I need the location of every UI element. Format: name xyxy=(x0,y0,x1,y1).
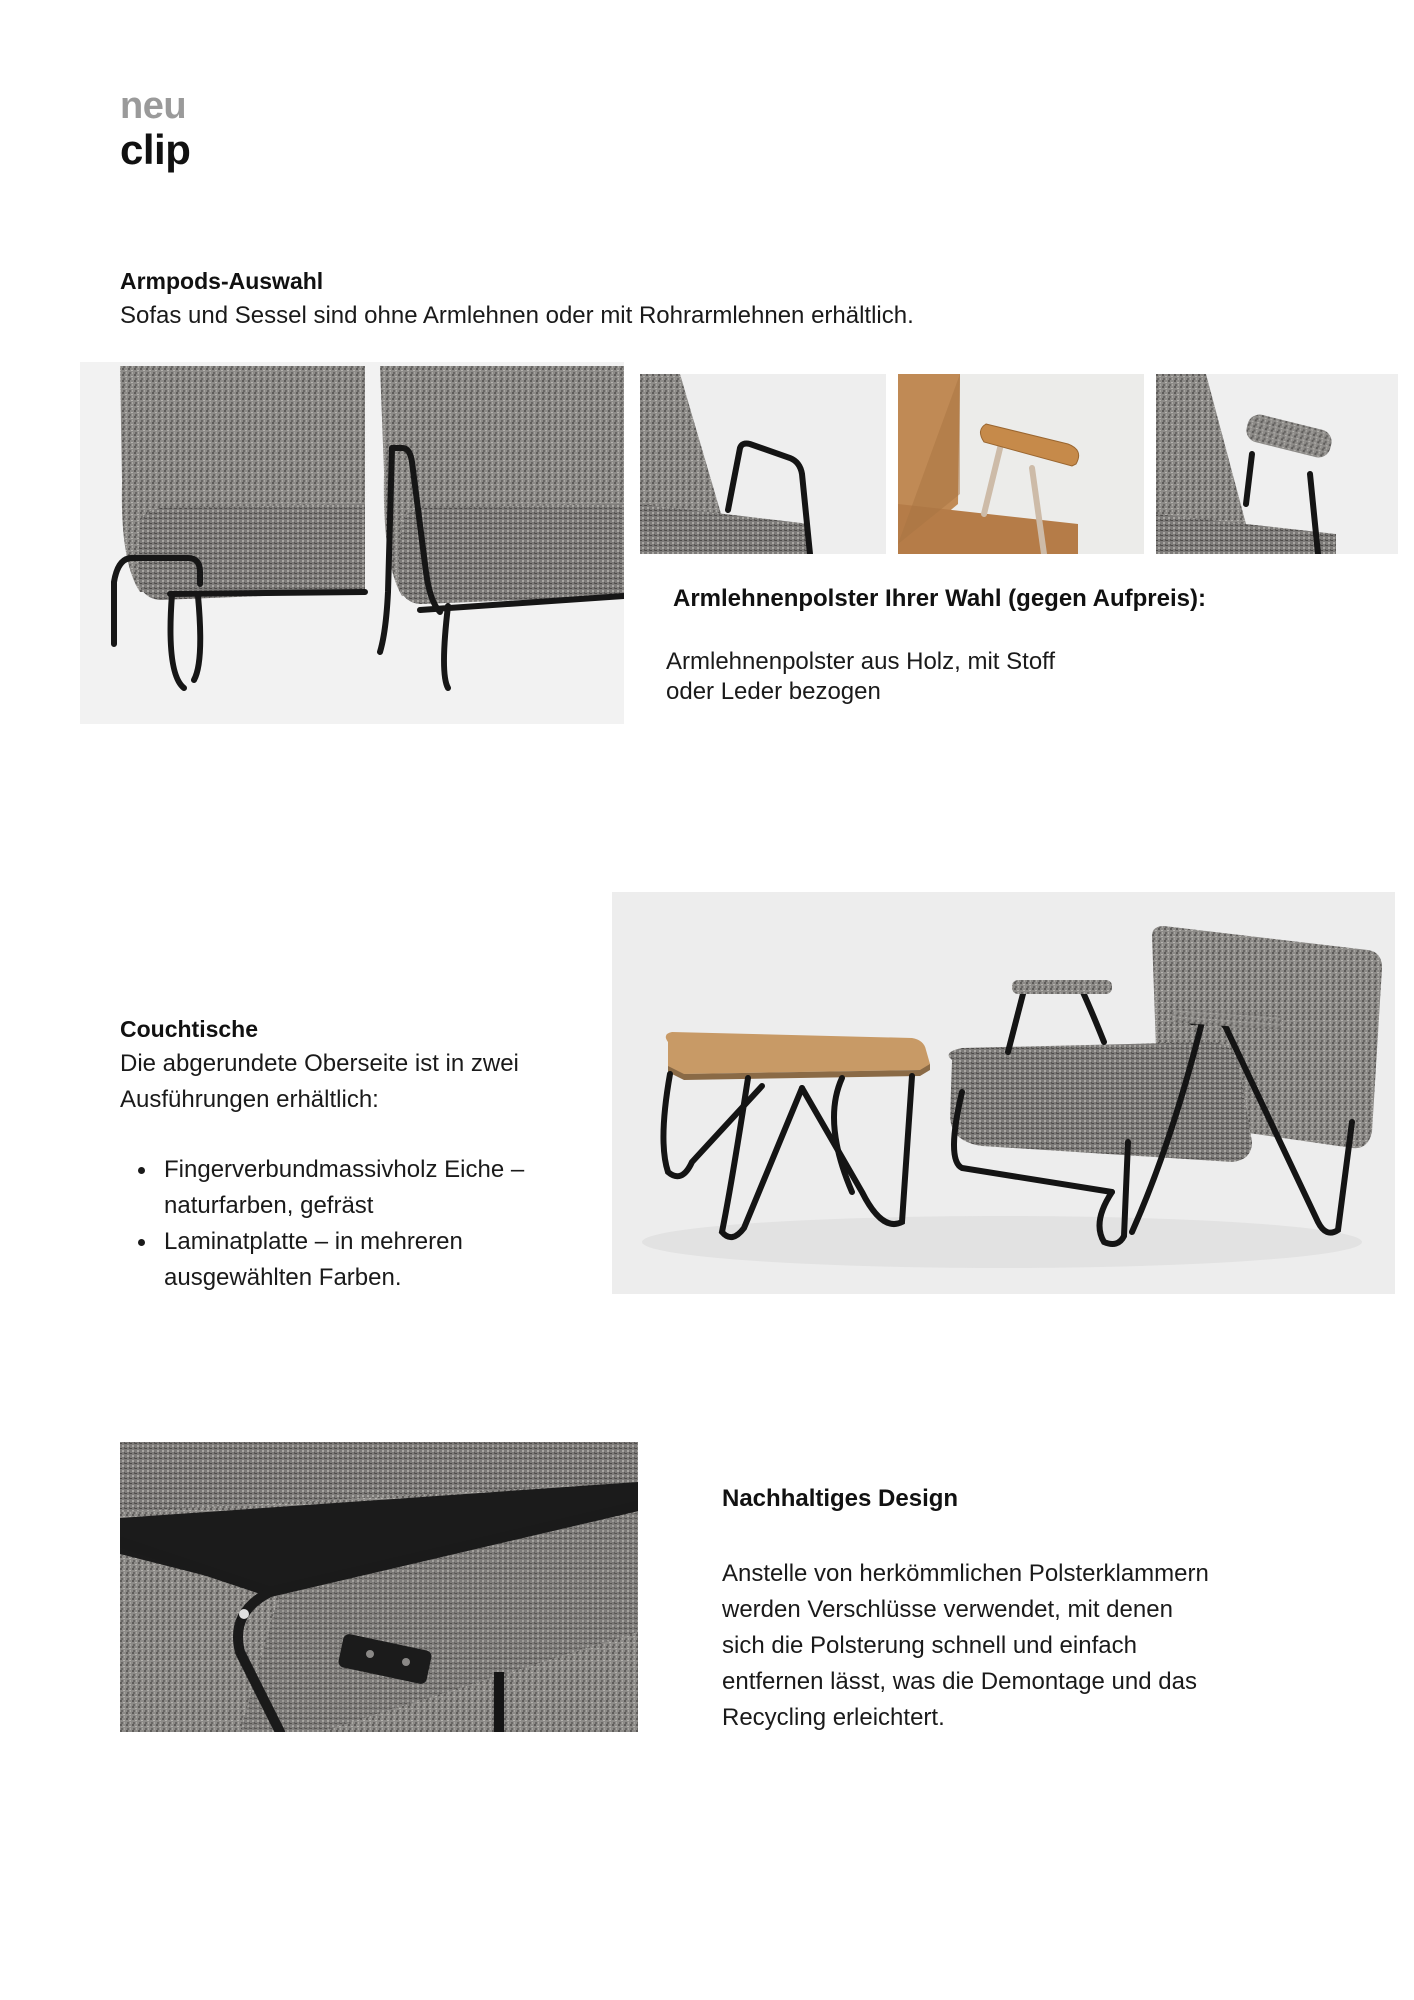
sustainable-text-line3: sich die Polsterung schnell und einfach xyxy=(722,1632,1137,1659)
sofa-variants-photo xyxy=(80,362,624,724)
option-laminate-line2: ausgewählten Farben. xyxy=(164,1264,402,1291)
armrest-detail-photo-wood xyxy=(898,374,1144,554)
sustainable-text-line5: Recycling erleichtert. xyxy=(722,1704,945,1731)
sustainable-text-line2: werden Verschlüsse verwendet, mit denen xyxy=(722,1596,1173,1623)
brand-logo-line2: clip xyxy=(120,126,191,173)
armrest-pads-title: Armlehnenpolster Ihrer Wahl (gegen Aufpreis): xyxy=(673,585,1206,612)
upholstery-fastener-detail-photo xyxy=(120,1442,638,1732)
list-item xyxy=(164,1152,600,1224)
coffee-table-and-armchair-photo xyxy=(612,892,1395,1294)
sustainable-text-line4: entfernen lässt, was die Demontage und das xyxy=(722,1668,1197,1695)
sustainable-text-line1: Anstelle von herkömmlichen Polsterklammern xyxy=(722,1560,1209,1587)
option-wood-line1: Fingerverbundmassivholz Eiche – xyxy=(164,1156,525,1183)
brand-logo-line1: neu xyxy=(120,85,187,127)
coffee-tables-text-line2: Ausführungen erhältlich: xyxy=(120,1086,379,1113)
armpods-title: Armpods-Auswahl xyxy=(120,268,324,294)
option-laminate-line1: Laminatplatte – in mehreren xyxy=(164,1228,463,1255)
sustainable-title: Nachhaltiges Design xyxy=(722,1485,959,1512)
coffee-tables-options-list xyxy=(120,1152,600,1296)
option-wood-line2: naturfarben, gefräst xyxy=(164,1192,374,1219)
armrest-pads-text-line1: Armlehnenpolster aus Holz, mit Stoff xyxy=(666,648,1056,675)
armrest-detail-photo-tube xyxy=(640,374,886,554)
coffee-tables-text-line1: Die abgerundete Oberseite ist in zwei xyxy=(120,1050,519,1077)
coffee-tables-title: Couchtische xyxy=(120,1016,259,1042)
list-item xyxy=(164,1224,600,1296)
armrest-pads-text-line2: oder Leder bezogen xyxy=(666,678,881,705)
armpods-text: Sofas und Sessel sind ohne Armlehnen oder mit Rohrarmlehnen erhältlich. xyxy=(120,302,914,329)
armrest-detail-photo-fabric xyxy=(1156,374,1398,554)
